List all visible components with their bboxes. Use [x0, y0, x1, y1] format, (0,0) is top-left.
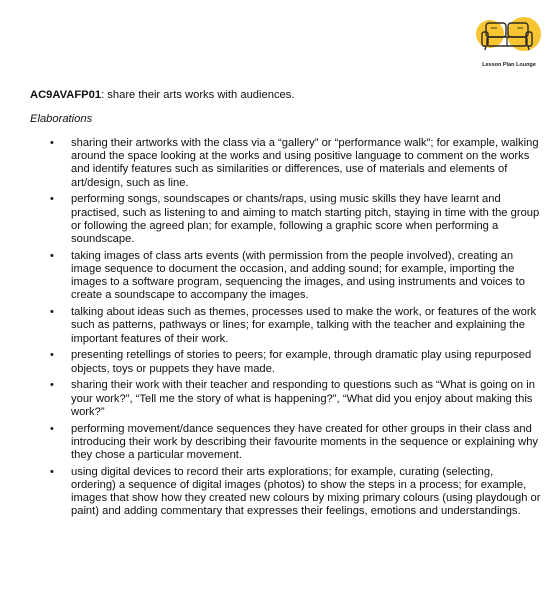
list-item: [0, 306, 541, 346]
list-item: [0, 379, 541, 419]
list-item-text: sharing their artworks with the class via a “gallery” or “performance walk”; for example, walking around the space looking at the works and using positive language to comment on the works and identify features such as similarities or differences, use of materials and elements of art/design, such as line.: [71, 137, 539, 189]
list-item-text: sharing their work with their teacher and responding to questions such as “What is going on in your work?”, “Tell me the story of what is happening?”, “What did you enjoy about making this work?”: [71, 379, 535, 418]
bullet-icon: •: [50, 422, 54, 435]
bullet-icon: •: [50, 465, 54, 478]
list-item-text: using digital devices to record their arts explorations; for example, curating (selecting, ordering) a sequence of digital images (photos) to show the steps in a process; for example, images that show how they created new colours by mixing primary colours (using playdough or paint) and adding commentary that expresses their feelings, emotions and understandings.: [71, 465, 541, 518]
bullet-icon: •: [50, 379, 54, 392]
list-item-text: performing songs, soundscapes or chants/raps, using music skills they have learnt and practised, such as listening to and aiming to match starting pitch, staying in time with the group or following the agreed plan; for example, following a graphic score when performing a soundscape.: [71, 193, 540, 246]
bullet-icon: •: [50, 193, 54, 206]
bullet-icon: •: [50, 306, 54, 319]
logo-caption: Lesson Plan Lounge: [482, 62, 536, 68]
list-item-text: performing movement/dance sequences they have created for other groups in their class and introducing their work by describing their favourite moments in the sequence or explaining why they chose a particular movement.: [71, 422, 539, 462]
list-item: [0, 250, 541, 303]
list-item: [0, 423, 541, 463]
bullet-icon: •: [50, 137, 54, 149]
curriculum-description: : share their arts works with audiences.: [101, 89, 295, 101]
sofa-icon: [472, 12, 546, 62]
elaborations-heading: Elaborations: [30, 113, 93, 125]
curriculum-code: AC9AVAFP01: [30, 89, 102, 101]
bullet-icon: •: [50, 349, 54, 362]
list-item-text: taking images of class arts events (with permission from the people involved), creating an image sequence to document the occasion, and adding sound; for example, importing the images to a software program, sequencing the images, and using instruments and voices to create a soundscape to accompany the images.: [71, 249, 525, 302]
list-item-text: talking about ideas such as themes, processes used to make the work, or features of the work such as patterns, pathways or lines; for example, talking with the teacher and explaining the important features of their work.: [71, 306, 537, 345]
list-item: [0, 349, 541, 375]
list-item: [0, 193, 541, 246]
lesson-plan-lounge-logo: [472, 12, 546, 74]
list-item-text: presenting retellings of stories to peers; for example, through dramatic play using repurposed objects, toys or puppets they have made.: [71, 349, 532, 375]
bullet-icon: •: [50, 249, 54, 262]
list-item: [0, 466, 541, 519]
list-item: [0, 137, 541, 190]
elaborations-list: [0, 137, 558, 522]
curriculum-code-line: [30, 88, 294, 103]
